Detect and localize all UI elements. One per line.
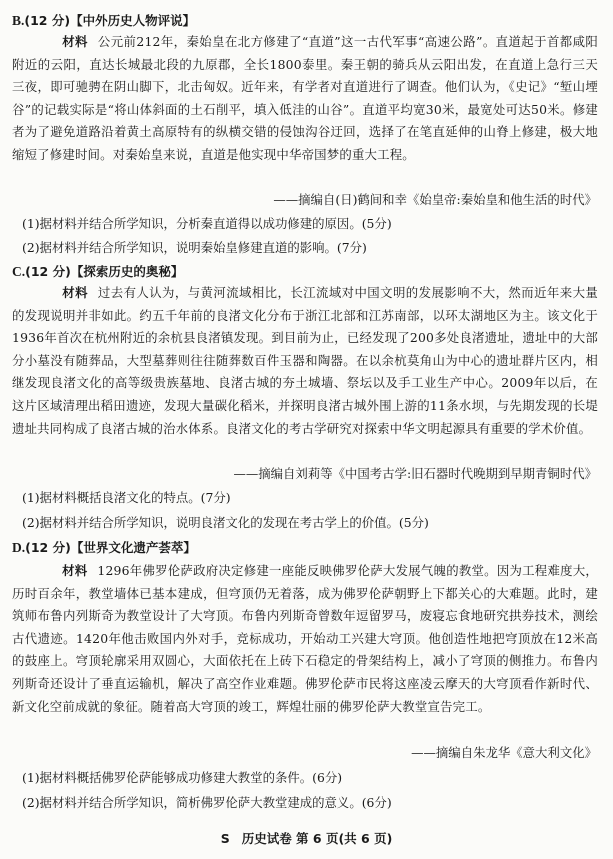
section-b-question-2: (2)据材料并结合所学知识，说明秦始皇修建直道的影响。(7分)	[22, 240, 367, 255]
section-topic: 【探索历史的奥秘】	[70, 264, 184, 279]
section-d-material	[12, 560, 598, 718]
material-text: 1296年佛罗伦萨政府决定修建一座能反映佛罗伦萨大发展气魄的教堂。因为工程难度大，历时百余年，教堂墙体已基本建成，但穹顶仍无着落，成为佛罗伦萨朝野上下都关心的大难题。此时，建筑师布鲁内列斯奇为教堂设计了大穹顶。布鲁内列斯奇曾数年逗留罗马，废寝忘食地研究拱券技术，测绘古代遗迹。1420年他击败国内外对手，竞标成功，开始动工兴建大穹顶。他创造性地把穹顶放在12米高的鼓座上。穹顶轮廓采用双圆心，大面依托在上砖下石稳定的骨架结构上，减小了穹顶的侧推力。布鲁内列斯奇还设计了垂直运输机，解决了高空作业难题。佛罗伦萨市民将这座凌云摩天的大穹顶看作新时代、新文化空前成就的象征。随着高大穹顶的竣工，辉煌壮丽的佛罗伦萨大教堂宣告完工。	[12, 563, 599, 714]
section-d-question-1: (1)据材料概括佛罗伦萨能够成功修建大教堂的条件。(6分)	[22, 770, 343, 785]
section-score: (12 分)	[25, 264, 71, 279]
section-b-material	[12, 31, 598, 167]
section-letter: D.	[12, 540, 26, 555]
material-label: 材料	[62, 34, 88, 49]
section-score: (12 分)	[24, 13, 71, 28]
section-d-question-2: (2)据材料并结合所学知识，简析佛罗伦萨大教堂建成的意义。(6分)	[22, 795, 392, 810]
section-b-question-1: (1)据材料并结合所学知识，分析秦直道得以成功修建的原因。(5分)	[22, 216, 392, 231]
material-label: 材料	[62, 285, 88, 300]
section-score: (12 分)	[25, 540, 71, 555]
section-b-source: ——摘编自(日)鹤间和幸《始皇帝:秦始皇和他生活的时代》	[273, 192, 597, 207]
section-d-header	[12, 538, 196, 556]
section-b-header	[12, 11, 195, 29]
material-text: 过去有人认为，与黄河流域相比，长江流域对中国文明的发展影响不大，然而近年来大量的发现说明并非如此。约五千年前的良渚文化分布于浙江北部和江苏南部，以环太湖地区为主。该文化于1936年首次在杭州附近的余杭县良渚镇发现。到目前为止，已经发现了200多处良渚遗址，遗址中的大部分小墓没有随葬品，大型墓葬则往往随葬数百件玉器和陶器。在以余杭莫角山为中心的遗址群片区内，相继发现良渚文化的高等级贵族墓地、良渚古城的夯土城墙、祭坛以及手工业生产中心。2009年以后，在这片区域清理出稻田遗迹，发现大量碳化稻米，并探明良渚古城外围上游的11条水坝，与先期发现的长堤遗址共同构成了良渚古城的治水体系。良渚文化的考古学研究对探索中华文明起源具有重要的学术价值。	[12, 285, 598, 436]
section-c-material	[12, 282, 598, 440]
section-c-source: ——摘编自刘莉等《中国考古学:旧石器时代晚期到早期青铜时代》	[233, 466, 597, 481]
section-c-question-2: (2)据材料并结合所学知识，说明良渚文化的发现在考古学上的价值。(5分)	[22, 515, 429, 530]
section-d-source: ——摘编自朱龙华《意大利文化》	[411, 745, 597, 760]
page-footer	[0, 829, 613, 847]
footer-text: 历史试卷 第 6 页(共 6 页)	[241, 831, 393, 846]
section-letter: C.	[12, 264, 26, 279]
section-letter: B.	[12, 13, 25, 28]
material-text: 公元前212年，秦始皇在北方修建了“直道”这一古代军事“高速公路”。直道起于首都咸阳附近的云阳，直达长城最北段的九原郡，全长1800泰里。秦王朝的骑兵从云阳出发，在直道上急行三天三夜，即可驰骋在阴山脚下，北击匈奴。近年来，有学者对直道进行了调查。他们认为，《史记》“堑山堙谷”的记载实际是“将山体斜面的土石削平，填入低洼的山谷”。直道平均宽30米，最宽处可达50米。修建者为了避免道路沿着黄土高原特有的纵横交错的侵蚀沟谷迂回，选择了在笔直延伸的山脊上修建，极大地缩短了修建时间。对秦始皇来说，直道是他实现中华帝国梦的重大工程。	[12, 34, 599, 162]
footer-letter: S	[220, 831, 230, 846]
material-label: 材料	[62, 563, 88, 578]
section-c-header	[12, 262, 183, 280]
section-topic: 【中外历史人物评说】	[70, 13, 196, 28]
section-topic: 【世界文化遗产荟萃】	[70, 540, 196, 555]
section-c-question-1: (1)据材料概括良渚文化的特点。(7分)	[22, 490, 231, 505]
